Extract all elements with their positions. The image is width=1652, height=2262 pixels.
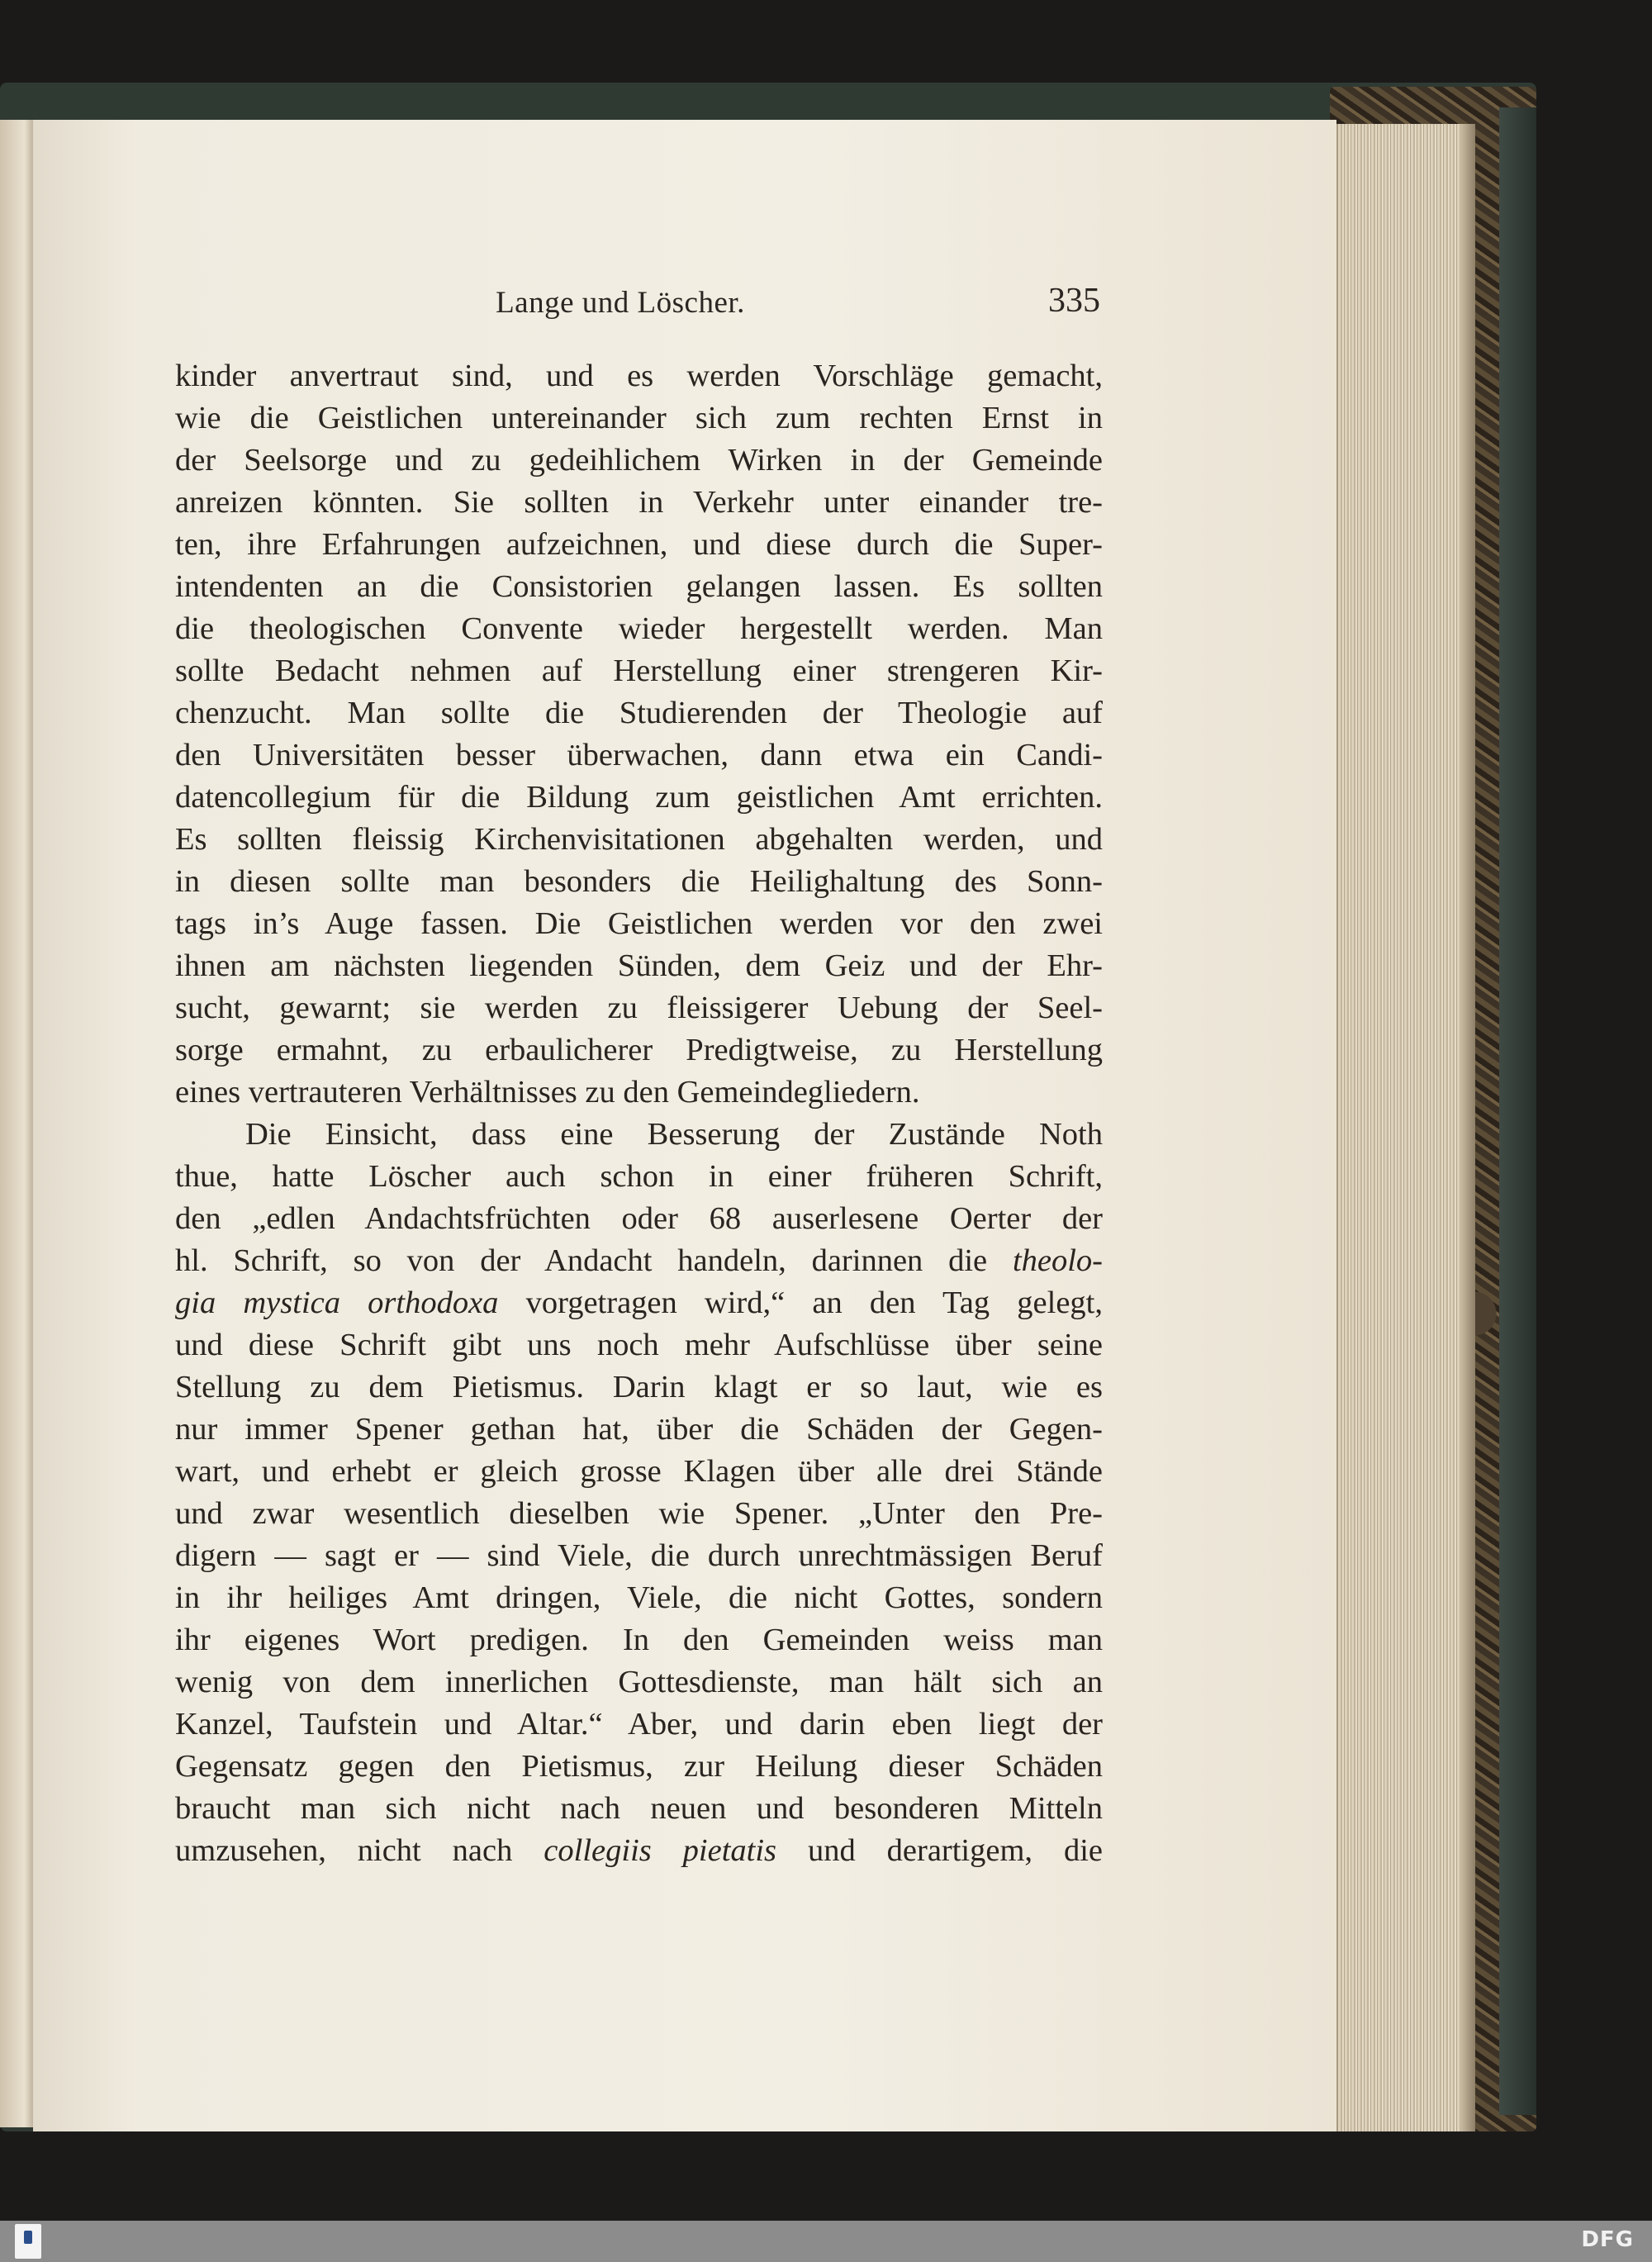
running-head-title: Lange und Löscher. xyxy=(496,286,745,320)
book-spine-edge xyxy=(1499,107,1536,2115)
text-line-with-italic xyxy=(175,1282,1103,1324)
facing-page-edge xyxy=(0,120,35,2127)
text-line: ten, ihre Erfahrungen aufzeichnen, und diese durch die Super- xyxy=(175,527,1103,562)
italic-term: gia mystica orthodoxa xyxy=(175,1285,499,1320)
text-line: wenig von dem innerlichen Gottesdienste, man hält sich an xyxy=(175,1665,1103,1699)
text-line: sucht, gewarnt; sie werden zu fleissigerer Uebung der Seel- xyxy=(175,991,1103,1025)
text-line-with-italic xyxy=(175,1240,1103,1282)
text-line: in diesen sollte man besonders die Heilighaltung des Sonn- xyxy=(175,864,1103,899)
text-line: und zwar wesentlich dieselben wie Spener. „Unter den Pre- xyxy=(175,1496,1103,1531)
line-text: vorgetragen wird,“ an den Tag gelegt, xyxy=(525,1285,1103,1320)
text-line: Stellung zu dem Pietismus. Darin klagt er so laut, wie es xyxy=(175,1370,1103,1404)
page-edges xyxy=(1336,124,1462,2131)
text-line: ihr eigenes Wort predigen. In den Gemeinden weiss man xyxy=(175,1623,1103,1657)
page-number: 335 xyxy=(1048,282,1100,320)
text-line: sorge ermahnt, zu erbaulicherer Predigtweise, zu Herstellung xyxy=(175,1033,1103,1067)
text-line: datencollegium für die Bildung zum geistlichen Amt errichten. xyxy=(175,780,1103,815)
text-line: wart, und erhebt er gleich grosse Klagen über alle drei Stände xyxy=(175,1454,1103,1489)
text-line: tags in’s Auge fassen. Die Geistlichen werden vor den zwei xyxy=(175,906,1103,941)
page-edges-shadow xyxy=(1460,124,1475,2131)
text-line: Es sollten fleissig Kirchenvisitationen abgehalten werden, und xyxy=(175,822,1103,857)
line-text: und derartigem, die xyxy=(807,1833,1104,1868)
running-head xyxy=(140,165,1100,320)
library-logo-icon xyxy=(15,2224,41,2259)
text-line: eines vertrauteren Verhältnisses zu den Gemeindegliedern. xyxy=(175,1075,920,1110)
viewer-footer-bar xyxy=(0,2221,1652,2262)
text-line: kinder anvertraut sind, und es werden Vorschläge gemacht, xyxy=(175,359,1103,393)
paragraph-start-line: Die Einsicht, dass eine Besserung der Zustände Noth xyxy=(245,1117,1103,1152)
text-line: der Seelsorge und zu gedeihlichem Wirken in der Gemeinde xyxy=(175,443,1103,478)
text-line: den „edlen Andachtsfrüchten oder 68 auserlesene Oerter der xyxy=(175,1201,1103,1236)
text-line: chenzucht. Man sollte die Studierenden der Theologie auf xyxy=(175,696,1103,730)
line-text: umzusehen, nicht nach xyxy=(175,1833,513,1868)
body-text xyxy=(175,355,1103,1872)
line-text: hl. Schrift, so von der Andacht handeln, darinnen die xyxy=(175,1243,988,1278)
text-line: wie die Geistlichen untereinander sich zum rechten Ernst in xyxy=(175,401,1103,435)
text-line-with-italic xyxy=(175,1830,1103,1872)
text-line: ihnen am nächsten liegenden Sünden, dem Geiz und der Ehr- xyxy=(175,948,1103,983)
text-line: und diese Schrift gibt uns noch mehr Aufschlüsse über seine xyxy=(175,1328,1103,1362)
text-line: Gegensatz gegen den Pietismus, zur Heilung dieser Schäden xyxy=(175,1749,1103,1784)
text-line: anreizen könnten. Sie sollten in Verkehr unter einander tre- xyxy=(175,485,1103,520)
text-line: sollte Bedacht nehmen auf Herstellung einer strengeren Kir- xyxy=(175,653,1103,688)
italic-term: collegiis pietatis xyxy=(544,1833,777,1868)
text-line: digern — sagt er — sind Viele, die durch unrechtmässigen Beruf xyxy=(175,1538,1103,1573)
text-line: braucht man sich nicht nach neuen und besonderen Mitteln xyxy=(175,1791,1103,1826)
text-line: in ihr heiliges Amt dringen, Viele, die nicht Gottes, sondern xyxy=(175,1580,1103,1615)
text-line: die theologischen Convente wieder hergestellt werden. Man xyxy=(175,611,1103,646)
text-line: intendenten an die Consistorien gelangen lassen. Es sollten xyxy=(175,569,1103,604)
text-line: den Universitäten besser überwachen, dann etwa ein Candi- xyxy=(175,738,1103,772)
text-line: thue, hatte Löscher auch schon in einer früheren Schrift, xyxy=(175,1159,1103,1194)
dfg-logo: DFG xyxy=(1581,2227,1634,2252)
italic-term: theolo- xyxy=(1012,1243,1103,1278)
text-line: nur immer Spener gethan hat, über die Schäden der Gegen- xyxy=(175,1412,1103,1447)
text-line: Kanzel, Taufstein und Altar.“ Aber, und darin eben liegt der xyxy=(175,1707,1103,1742)
